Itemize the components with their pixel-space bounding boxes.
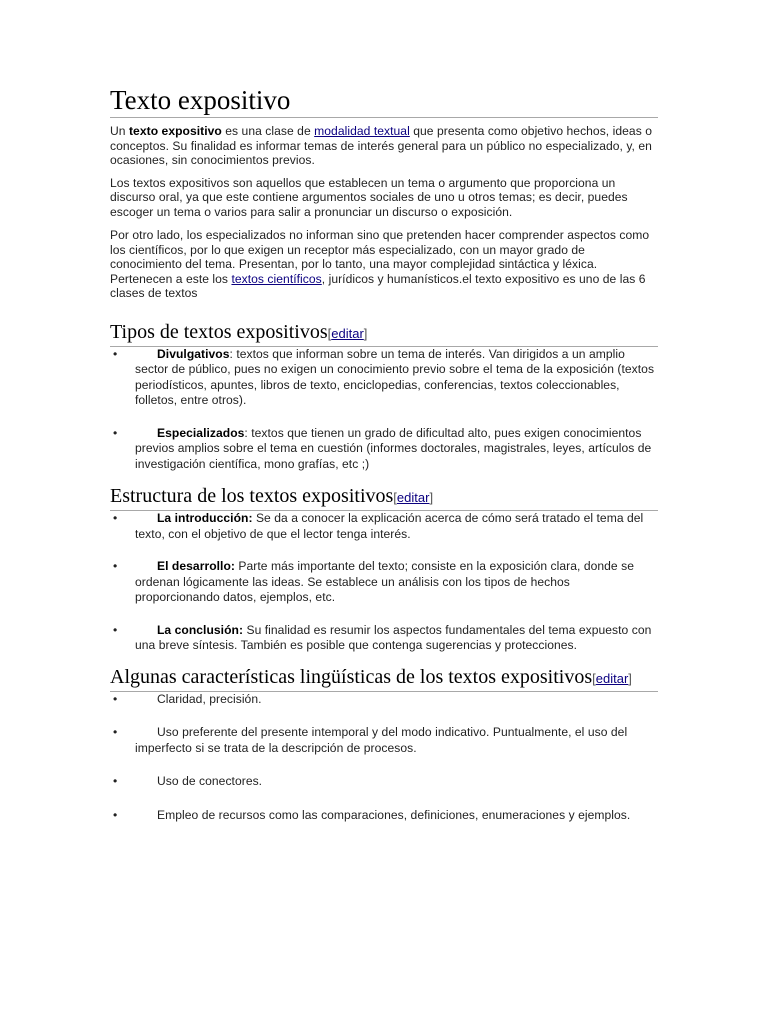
section-heading-text: Algunas características lingüísticas de los textos expositivos [110, 665, 593, 688]
edit-link[interactable]: editar [396, 490, 430, 505]
item-text: Claridad, precisión. [157, 691, 262, 706]
page-title: Texto expositivo [110, 84, 658, 118]
list-item [110, 623, 658, 654]
section-heading-caracteristicas [110, 666, 658, 692]
edit-link[interactable]: editar [331, 325, 364, 341]
intro-text: que presenta como objetivo hechos, ideas o conceptos. Su finalidad es informar temas de interés general para un público no especializado, y, en ocasiones, sin conocimientos previos. [110, 124, 652, 167]
edit-link[interactable]: editar [595, 670, 629, 686]
list-item [110, 511, 658, 542]
edit-section-link: [editar] [393, 490, 434, 505]
item-text: Se da a conocer la explicación acerca de cómo será tratado el tema del texto, con el objetivo de que el lector tenga interés. [135, 511, 644, 541]
bullet-icon: • [113, 425, 118, 440]
item-text: Parte más importante del texto; consiste en la exposición clara, donde se ordenan lógicamente las ideas. Se establece un análisis con los tipos de hechos proporcionando datos, ejemplos, etc. [135, 559, 634, 604]
edit-section-link: [editar] [327, 325, 368, 341]
section-heading-text: Estructura de los textos expositivos [110, 485, 394, 507]
item-text: Uso de conectores. [157, 774, 263, 788]
item-bold-term: El desarrollo: [157, 559, 235, 573]
intro-paragraph-1 [110, 124, 658, 168]
item-bold-term: Especializados [157, 425, 245, 440]
intro-text: , jurídicos y humanísticos.el texto expositivo es uno de las 6 clases de textos [110, 271, 646, 300]
item-text: : textos que informan sobre un tema de interés. Van dirigidos a un amplio sector de público, pues no exigen un conocimiento previo sobre el tema de la exposición (textos periodísticos, apuntes, libros de texto, enciclopedias, conferencias, textos coleccionables, folletos, entre otros). [135, 346, 655, 407]
intro-text: Un [110, 124, 129, 138]
section-heading-text: Tipos de textos expositivos [110, 320, 328, 343]
bullet-icon: • [113, 774, 118, 788]
intro-text: es una clase de [221, 124, 315, 138]
item-text: Empleo de recursos como las comparaciones, definiciones, enumeraciones y ejemplos. [157, 807, 631, 822]
list-tipos [110, 347, 658, 473]
article-content [110, 84, 658, 823]
edit-section-link: [editar] [592, 670, 632, 686]
bullet-icon: • [113, 346, 118, 361]
list-item [110, 725, 658, 756]
section-heading-estructura [110, 485, 658, 511]
list-item [110, 692, 658, 708]
list-item [110, 347, 658, 409]
item-text: Uso preferente del presente intemporal y del modo indicativo. Puntualmente, el uso del imperfecto si se trata de la descripción de procesos. [135, 725, 628, 755]
list-item [110, 808, 658, 824]
link-modalidad-textual[interactable]: modalidad textual [314, 124, 410, 138]
section-heading-tipos [110, 321, 658, 347]
list-caracteristicas [110, 692, 658, 824]
list-item [110, 559, 658, 606]
bullet-icon: • [113, 807, 118, 822]
list-item [110, 774, 658, 790]
bullet-icon: • [113, 622, 118, 637]
item-text: : textos que tienen un grado de dificultad alto, pues exigen conocimientos previos amplios sobre el tema en cuestión (informes doctorales, magistrales, leyes, artículos de investigación científica, mono grafías, etc ;) [135, 425, 652, 471]
list-item [110, 426, 658, 473]
bullet-icon: • [113, 691, 118, 706]
list-estructura [110, 511, 658, 654]
link-textos-cientificos[interactable]: textos científicos [231, 271, 322, 286]
item-bold-term: La conclusión: [157, 622, 244, 637]
item-text: Su finalidad es resumir los aspectos fundamentales del tema expuesto con una breve síntesis. También es posible que contenga sugerencias y protecciones. [135, 622, 652, 652]
intro-paragraph-3 [110, 228, 658, 301]
bullet-icon: • [113, 559, 118, 573]
item-bold-term: La introducción: [157, 511, 253, 525]
bullet-icon: • [113, 511, 118, 525]
intro-text: Por otro lado, los especializados no informan sino que pretenden hacer comprender aspectos como los científicos, por lo que exigen un receptor más especializado, con un mayor grado de conocimiento del tema. Presentan, por lo tanto, una mayor complejidad sintáctica y léxica. Pertenecen a este los [110, 228, 650, 286]
item-bold-term: Divulgativos [157, 346, 230, 361]
bullet-icon: • [113, 725, 118, 739]
intro-paragraph-2: Los textos expositivos son aquellos que establecen un tema o argumento que proporciona un discurso oral, ya que este contiene argumentos sociales de uno u otros temas; es decir, puedes escoger un tema o varios para salir a pronunciar un discurso o exposición. [110, 175, 628, 219]
intro-bold-term: texto expositivo [128, 124, 222, 138]
